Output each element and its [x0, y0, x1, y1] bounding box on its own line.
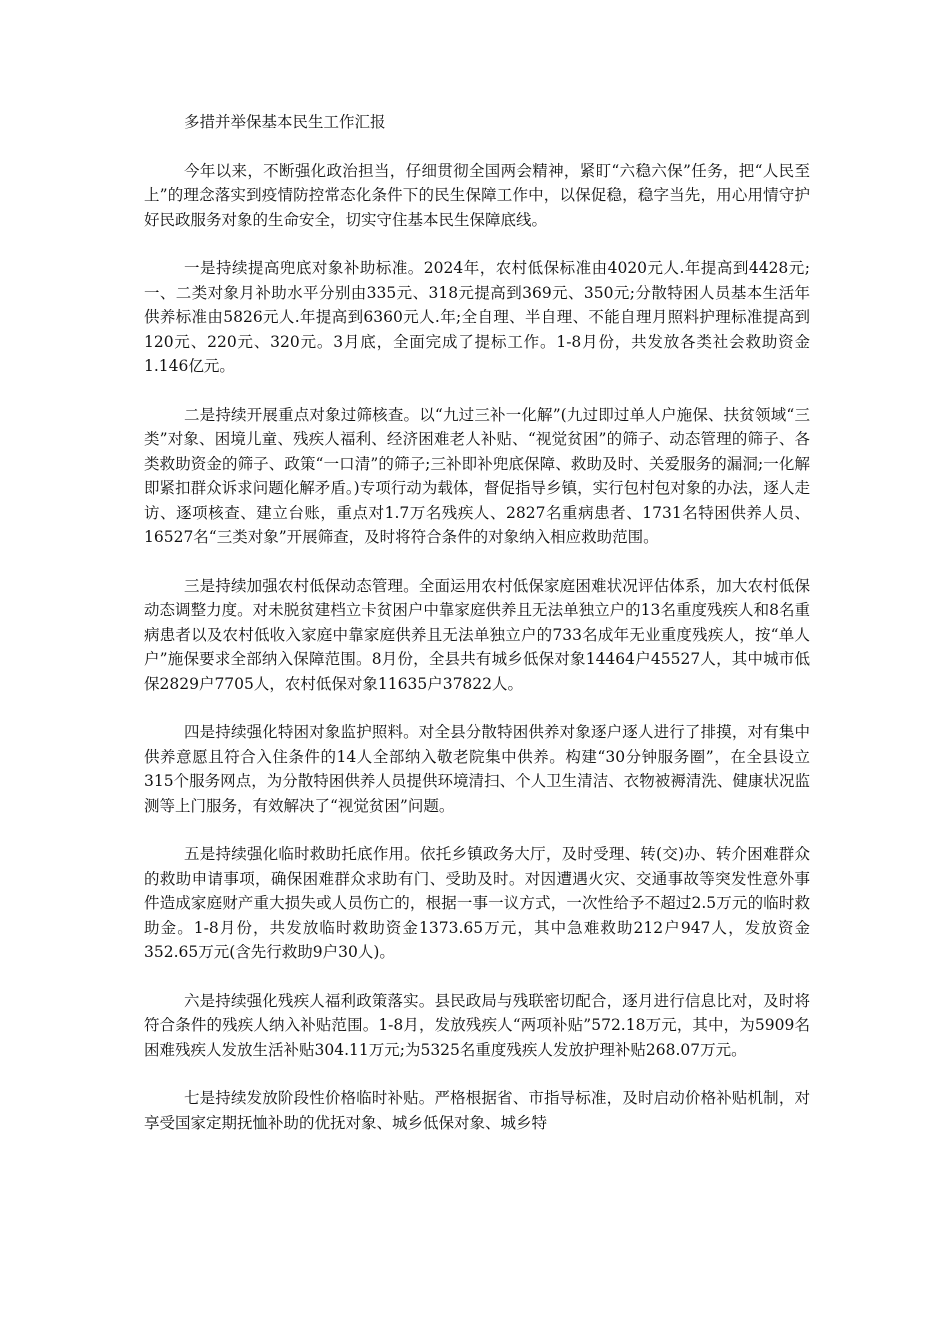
paragraph-item-3: 三是持续加强农村低保动态管理。全面运用农村低保家庭困难状况评估体系，加大农村低保动态调整力度。对未脱贫建档立卡贫困户中靠家庭供养且无法单独立户的13名重度残疾人和8名重病患者以及农村低收入家庭中靠家庭供养且无法单独立户的733名成年无业重度残疾人，按“单人户”施保要求全部纳入保障范围。8月份，全县共有城乡低保对象14464户45527人，其中城市低保2829户7705人，农村低保对象11635户37822人。 — [144, 576, 810, 693]
paragraph-item-7: 七是持续发放阶段性价格临时补贴。严格根据省、市指导标准，及时启动价格补贴机制，对享受国家定期抚恤补助的优抚对象、城乡低保对象、城乡特 — [144, 1089, 810, 1132]
paragraph-item-1: 一是持续提高兜底对象补助标准。2024年，农村低保标准由4020元人.年提高到4428元;一、二类对象月补助水平分别由335元、318元提高到369元、350元;分散特困人员基本生活年供养标准由5826元人.年提高到6360元人.年;全自理、半自理、不能自理月照料护理标准提高到120元、220元、320元。3月底，全面完成了提标工作。1-8月份，共发放各类社会救助资金1.146亿元。 — [144, 259, 810, 375]
paragraph-item-2: 二是持续开展重点对象过筛核查。以“九过三补一化解”(九过即过单人户施保、扶贫领域“三类”对象、困境儿童、残疾人福利、经济困难老人补贴、“视觉贫困”的筛子、动态管理的筛子、各类救助资金的筛子、政策“一口清”的筛子;三补即补兜底保障、救助及时、关爱服务的漏洞;一化解即紧扣群众诉求问题化解矛盾。)专项行动为载体，督促指导乡镇，实行包村包对象的办法，逐人走访、逐项核查、建立台账，重点对1.7万名残疾人、2827名重病患者、1731名特困供养人员、16527名“三类对象”开展筛查，及时将符合条件的对象纳入相应救助范围。 — [144, 405, 810, 546]
paragraph-item-5: 五是持续强化临时救助托底作用。依托乡镇政务大厅，及时受理、转(交)办、转介困难群众的救助申请事项，确保困难群众求助有门、受助及时。对因遭遇火灾、交通事故等突发性意外事件造成家庭财产重大损失或人员伤亡的，根据一事一议方式，一次性给予不超过2.5万元的临时救助金。1-8月份，共发放临时救助资金1373.65万元，其中急难救助212户947人，发放资金352.65万元(含先行救助9户30人)。 — [144, 845, 810, 961]
paragraph-intro: 今年以来，不断强化政治担当，仔细贯彻全国两会精神，紧盯“六稳六保”任务，把“人民至上”的理念落实到疫情防控常态化条件下的民生保障工作中，以保促稳，稳字当先，用心用情守护好民政服务对象的生命安全，切实守住基本民生保障底线。 — [144, 161, 810, 229]
document-title: 多措并举保基本民生工作汇报 — [184, 113, 386, 131]
paragraph-item-6: 六是持续强化残疾人福利政策落实。县民政局与残联密切配合，逐月进行信息比对，及时将符合条件的残疾人纳入补贴范围。1-8月，发放残疾人“两项补贴”572.18万元，其中，为5909名困难残疾人发放生活补贴304.11万元;为5325名重度残疾人发放护理补贴268.07万元。 — [144, 991, 810, 1059]
paragraph-item-4: 四是持续强化特困对象监护照料。对全县分散特困供养对象逐户逐人进行了排摸，对有集中供养意愿且符合入住条件的14人全部纳入敬老院集中供养。构建“30分钟服务圈”，在全县设立315个服务网点，为分散特困供养人员提供环境清扫、个人卫生清洁、衣物被褥清洗、健康状况监测等上门服务，有效解决了“视觉贫困”问题。 — [144, 723, 810, 815]
document-body — [144, 110, 810, 1159]
